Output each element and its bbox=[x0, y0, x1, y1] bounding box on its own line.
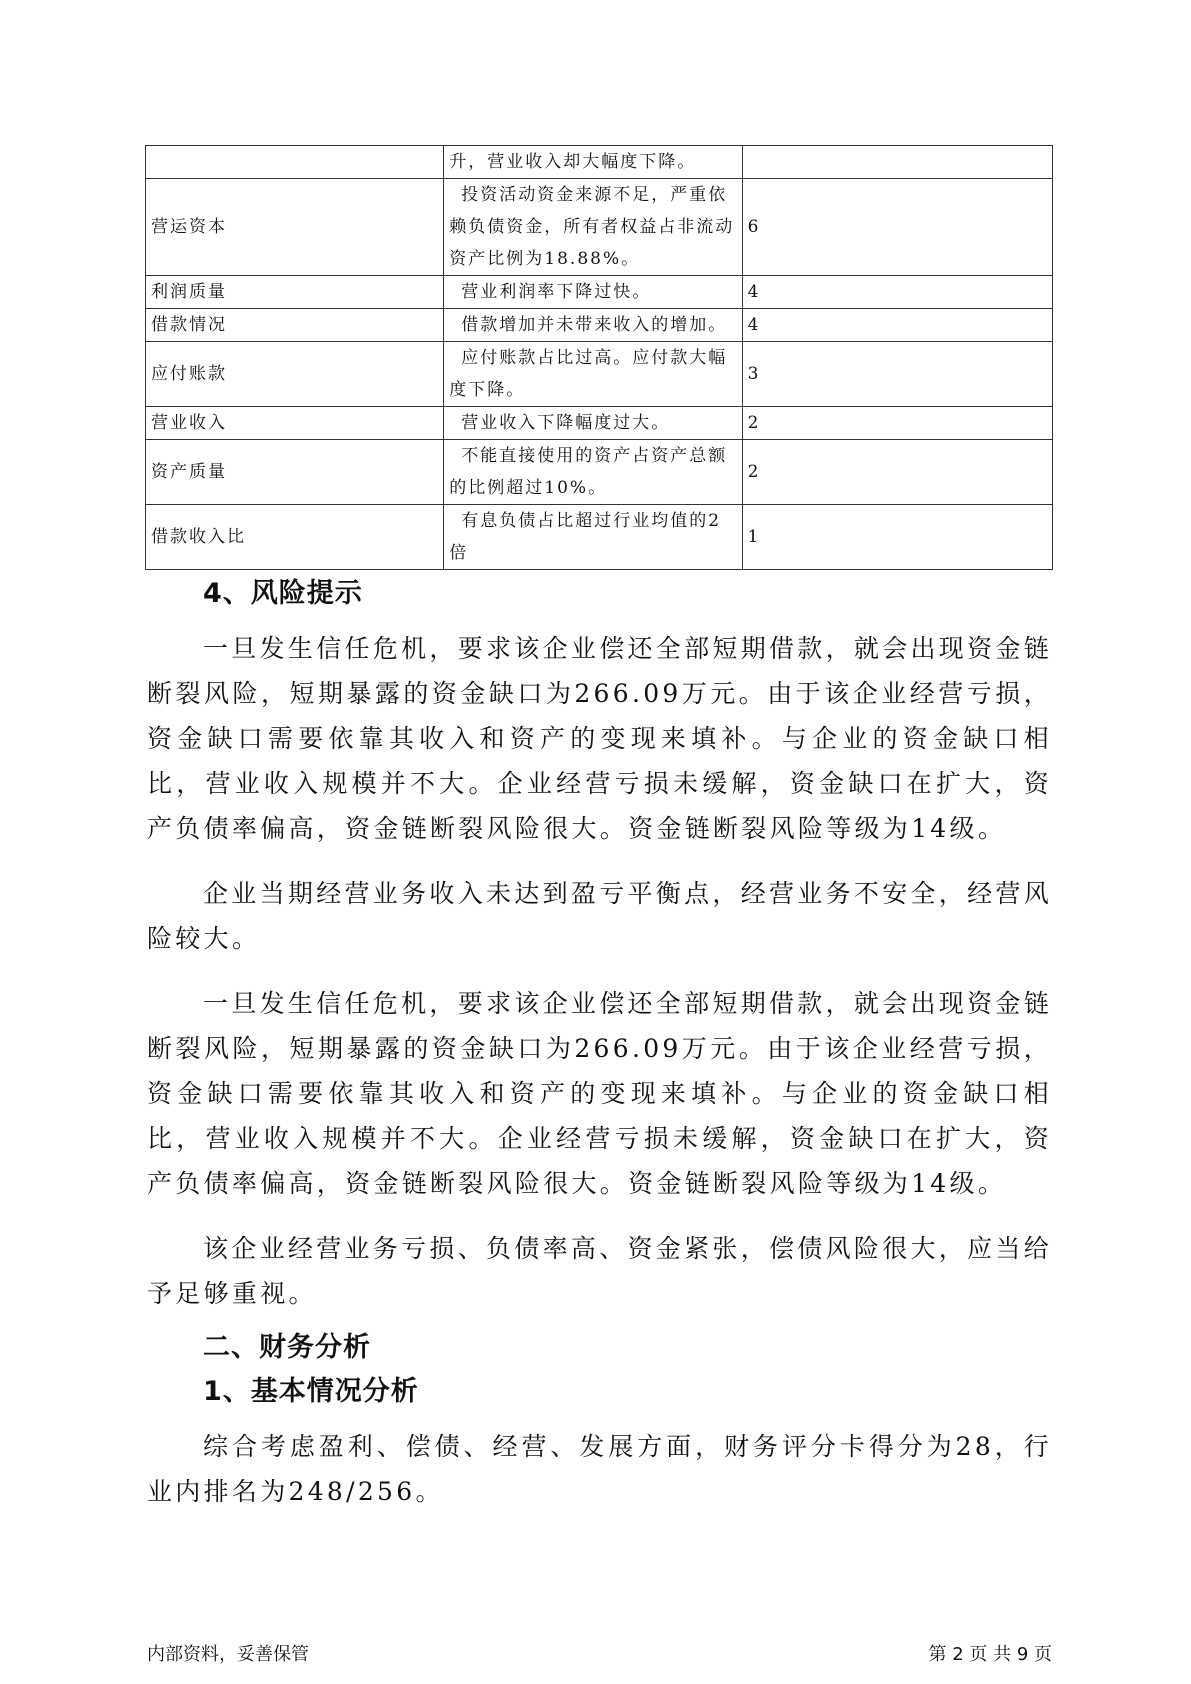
risk-item-cell: 营运资本 bbox=[146, 179, 444, 276]
risk-score-cell: 1 bbox=[742, 505, 1052, 570]
risk-item-cell: 营业收入 bbox=[146, 407, 444, 440]
risk-item-cell: 利润质量 bbox=[146, 276, 444, 309]
risk-description-cell: 不能直接使用的资产占资产总额的比例超过10%。 bbox=[444, 440, 742, 505]
risk-item-cell: 资产质量 bbox=[146, 440, 444, 505]
risk-paragraph-4: 该企业经营业务亏损、负债率高、资金紧张，偿债风险很大，应当给予足够重视。 bbox=[147, 1234, 1053, 1308]
risk-description-cell: 应付账款占比过高。应付款大幅度下降。 bbox=[444, 342, 742, 407]
risk-paragraph-2: 企业当期经营业务收入未达到盈亏平衡点，经营业务不安全，经营风险较大。 bbox=[147, 879, 1053, 953]
table-row bbox=[146, 505, 1053, 570]
risk-score-cell: 2 bbox=[742, 440, 1052, 505]
risk-heading: 4、风险提示 bbox=[203, 578, 363, 609]
risk-paragraph-3: 一旦发生信任危机，要求该企业偿还全部短期借款，就会出现资金链断裂风险，短期暴露的资金缺口为266.09万元。由于该企业经营亏损，资金缺口需要依靠其收入和资产的变现来填补。与企业的资金缺口相比，营业收入规模并不大。企业经营亏损未缓解，资金缺口在扩大，资产负债率偏高，资金链断裂风险很大。资金链断裂风险等级为14级。 bbox=[147, 989, 1053, 1198]
risk-description-cell: 升，营业收入却大幅度下降。 bbox=[444, 146, 742, 179]
risk-paragraph-1: 一旦发生信任危机，要求该企业偿还全部短期借款，就会出现资金链断裂风险，短期暴露的资金缺口为266.09万元。由于该企业经营亏损，资金缺口需要依靠其收入和资产的变现来填补。与企业的资金缺口相比，营业收入规模并不大。企业经营亏损未缓解，资金缺口在扩大，资产负债率偏高，资金链断裂风险很大。资金链断裂风险等级为14级。 bbox=[147, 634, 1053, 843]
risk-item-cell: 借款收入比 bbox=[146, 505, 444, 570]
risk-description-cell: 营业收入下降幅度过大。 bbox=[444, 407, 742, 440]
risk-item-cell bbox=[146, 146, 444, 179]
risk-score-cell: 6 bbox=[742, 179, 1052, 276]
footer-confidential: 内部资料，妥善保管 bbox=[147, 1644, 309, 1665]
risk-description-cell: 营业利润率下降过快。 bbox=[444, 276, 742, 309]
table-row bbox=[146, 146, 1053, 179]
risk-item-cell: 应付账款 bbox=[146, 342, 444, 407]
basic-analysis-heading: 1、基本情况分析 bbox=[203, 1376, 419, 1407]
risk-description-cell: 投资活动资金来源不足，严重依赖负债资金，所有者权益占非流动资产比例为18.88%。 bbox=[444, 179, 742, 276]
table-row bbox=[146, 179, 1053, 276]
document-body bbox=[147, 572, 1052, 1514]
risk-description-cell: 借款增加并未带来收入的增加。 bbox=[444, 309, 742, 342]
risk-table-body bbox=[146, 146, 1053, 570]
risk-score-table bbox=[145, 145, 1053, 570]
risk-description-cell: 有息负债占比超过行业均值的2倍 bbox=[444, 505, 742, 570]
risk-item-cell: 借款情况 bbox=[146, 309, 444, 342]
table-row bbox=[146, 342, 1053, 407]
risk-score-cell: 2 bbox=[742, 407, 1052, 440]
table-row bbox=[146, 440, 1053, 505]
table-row bbox=[146, 407, 1053, 440]
footer-page-number: 第 2 页 共 9 页 bbox=[928, 1644, 1052, 1665]
basic-analysis-paragraph: 综合考虑盈利、偿债、经营、发展方面，财务评分卡得分为28，行业内排名为248/256。 bbox=[147, 1432, 1052, 1506]
risk-score-cell: 4 bbox=[742, 276, 1052, 309]
table-row bbox=[146, 309, 1053, 342]
table-row bbox=[146, 276, 1053, 309]
finance-heading: 二、财务分析 bbox=[203, 1332, 371, 1363]
risk-score-cell: 4 bbox=[742, 309, 1052, 342]
risk-score-cell bbox=[742, 146, 1052, 179]
risk-score-cell: 3 bbox=[742, 342, 1052, 407]
